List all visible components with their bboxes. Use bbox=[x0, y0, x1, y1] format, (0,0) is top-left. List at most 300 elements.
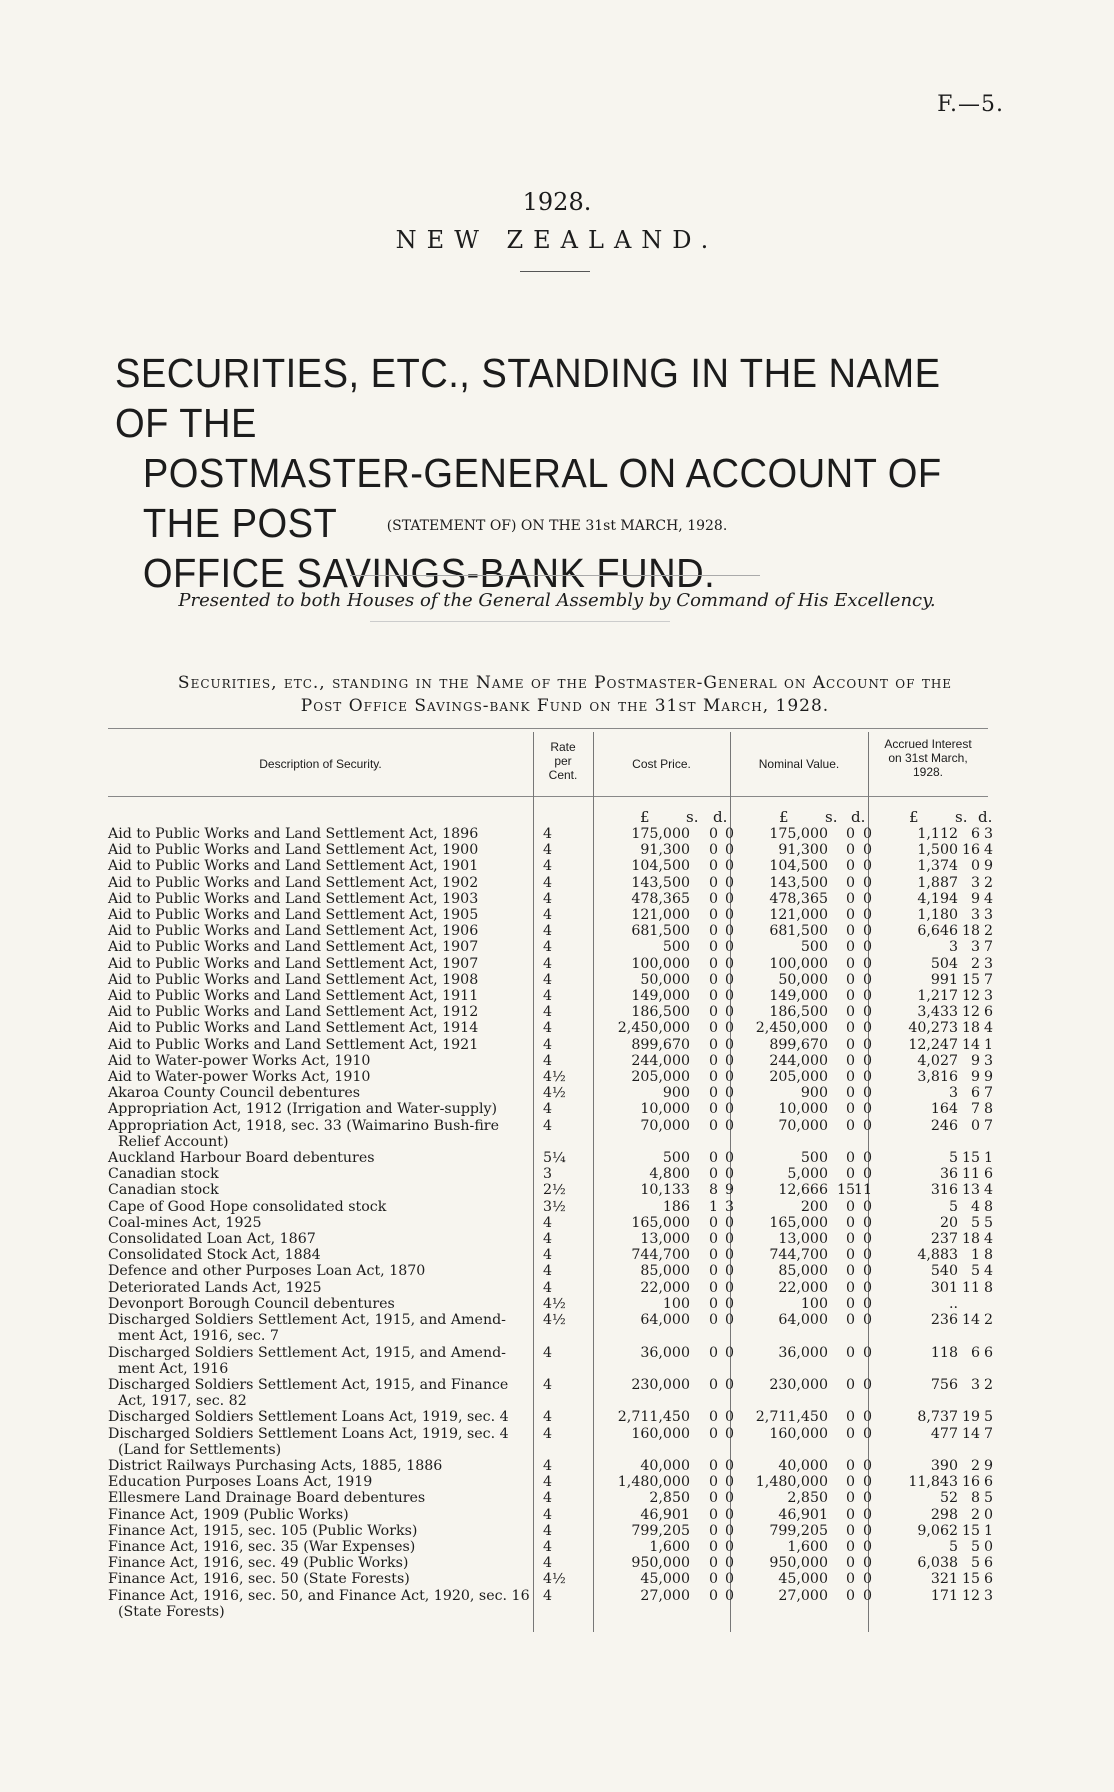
cost-shillings: 0 bbox=[708, 1085, 718, 1102]
interest-shillings: 18 bbox=[961, 1231, 980, 1248]
interest-pence: 6 bbox=[983, 1555, 993, 1572]
nominal-pence: 0 bbox=[862, 1069, 872, 1086]
nominal-shillings: 0 bbox=[845, 1263, 855, 1280]
interest-pence: 5 bbox=[983, 1490, 993, 1507]
cost-shillings: 0 bbox=[708, 858, 718, 875]
interest-pounds: 756 bbox=[930, 1376, 958, 1393]
nominal-pence: 0 bbox=[862, 874, 872, 891]
interest-pounds: 321 bbox=[930, 1571, 958, 1588]
interest-pounds: 52 bbox=[939, 1490, 958, 1507]
nominal-pounds: 2,850 bbox=[787, 1490, 828, 1507]
nominal-pounds: 2,711,450 bbox=[755, 1409, 828, 1426]
nominal-pence: 0 bbox=[862, 1279, 872, 1296]
cost-pence: 0 bbox=[724, 1231, 734, 1248]
header-rate-line: Cent. bbox=[548, 768, 578, 782]
interest-pence: 6 bbox=[983, 1474, 993, 1491]
nominal-shillings: 0 bbox=[845, 907, 855, 924]
nominal-pounds: 149,000 bbox=[769, 988, 828, 1005]
cost-shillings: 0 bbox=[708, 988, 718, 1005]
security-description: Finance Act, 1916, sec. 35 (War Expenses) bbox=[108, 1538, 416, 1555]
interest-pence: 7 bbox=[983, 1425, 993, 1442]
interest-pence: 4 bbox=[983, 1020, 993, 1037]
interest-pence: 0 bbox=[983, 1506, 993, 1523]
cost-shillings: 0 bbox=[708, 971, 718, 988]
interest-pence: 8 bbox=[983, 1101, 993, 1118]
interest-shillings: 7 bbox=[970, 1101, 980, 1118]
nominal-shillings: 0 bbox=[845, 1344, 855, 1361]
cost-shillings: 0 bbox=[708, 826, 718, 842]
table-row bbox=[108, 1571, 993, 1588]
nominal-pounds: 50,000 bbox=[778, 971, 828, 988]
interest-pounds: 1,112 bbox=[917, 826, 958, 842]
security-description: Aid to Public Works and Land Settlement Act, 1907 bbox=[108, 955, 479, 972]
cost-pence: 0 bbox=[724, 1150, 734, 1167]
interest-shillings: 14 bbox=[961, 1425, 980, 1442]
interest-pence: 7 bbox=[983, 939, 993, 956]
nominal-pounds: 104,500 bbox=[769, 858, 828, 875]
nominal-pounds: 5,000 bbox=[787, 1166, 828, 1183]
interest-shillings: 9 bbox=[970, 1052, 980, 1069]
cost-pounds: 143,500 bbox=[631, 874, 690, 891]
interest-shillings: 16 bbox=[961, 1474, 980, 1491]
nominal-pounds: 744,700 bbox=[769, 1247, 828, 1264]
cost-pence: 0 bbox=[724, 1295, 734, 1312]
nominal-pence: 0 bbox=[862, 1085, 872, 1102]
rate-per-cent: 4½ bbox=[543, 1571, 566, 1588]
interest-shillings: 5 bbox=[970, 1555, 980, 1572]
security-description: Defence and other Purposes Loan Act, 1870 bbox=[108, 1263, 426, 1280]
title-line-1: SECURITIES, ETC., STANDING IN THE NAME OF THE bbox=[115, 350, 941, 446]
cost-pence: 0 bbox=[724, 1036, 734, 1053]
interest-shillings: 11 bbox=[961, 1279, 980, 1296]
interest-shillings: 5 bbox=[970, 1263, 980, 1280]
rate-per-cent: 5¼ bbox=[543, 1150, 566, 1167]
security-description: Education Purposes Loans Act, 1919 bbox=[108, 1474, 373, 1491]
security-description: Aid to Public Works and Land Settlement Act, 1896 bbox=[108, 826, 479, 842]
security-description-continued: (Land for Settlements) bbox=[118, 1441, 282, 1458]
security-description-continued: Act, 1917, sec. 82 bbox=[118, 1393, 247, 1410]
table-row bbox=[108, 1490, 993, 1507]
nominal-shillings: 0 bbox=[845, 1522, 855, 1539]
table-row bbox=[108, 1474, 993, 1491]
table-row bbox=[108, 826, 993, 842]
table-row bbox=[108, 1425, 993, 1458]
interest-pence: 7 bbox=[983, 1085, 993, 1102]
cost-pence: 0 bbox=[724, 955, 734, 972]
unit-pence: d. bbox=[713, 808, 728, 826]
nominal-pence: 0 bbox=[862, 1506, 872, 1523]
security-description: Consolidated Loan Act, 1867 bbox=[108, 1231, 316, 1248]
interest-shillings: 0 bbox=[970, 858, 980, 875]
table-row bbox=[108, 1555, 993, 1572]
interest-pence: 3 bbox=[983, 826, 993, 842]
cost-pounds: 899,670 bbox=[631, 1036, 690, 1053]
cost-pounds: 2,850 bbox=[649, 1490, 690, 1507]
rate-per-cent: 4 bbox=[543, 1117, 553, 1134]
cost-shillings: 0 bbox=[708, 1069, 718, 1086]
security-description: Aid to Public Works and Land Settlement Act, 1911 bbox=[108, 988, 479, 1005]
rate-per-cent: 4 bbox=[543, 1036, 553, 1053]
table-row bbox=[108, 1522, 993, 1539]
rate-per-cent: 4 bbox=[543, 1247, 553, 1264]
cost-pounds: 186,500 bbox=[631, 1004, 690, 1021]
rate-per-cent: 4½ bbox=[543, 1295, 566, 1312]
security-description-continued: Relief Account) bbox=[118, 1133, 229, 1150]
cost-shillings: 0 bbox=[708, 1036, 718, 1053]
cost-pence: 0 bbox=[724, 1247, 734, 1264]
cost-pounds: 10,000 bbox=[640, 1101, 690, 1118]
cost-shillings: 0 bbox=[708, 1555, 718, 1572]
security-description-continued: ment Act, 1916, sec. 7 bbox=[118, 1328, 279, 1345]
interest-shillings: 14 bbox=[961, 1036, 980, 1053]
cost-pounds: 91,300 bbox=[640, 842, 690, 859]
cost-pounds: 186 bbox=[662, 1198, 690, 1215]
interest-pence: 9 bbox=[983, 1457, 993, 1474]
nominal-pence: 0 bbox=[862, 858, 872, 875]
interest-pence: 4 bbox=[983, 1263, 993, 1280]
rate-per-cent: 4 bbox=[543, 1538, 553, 1555]
security-description: Finance Act, 1915, sec. 105 (Public Works) bbox=[108, 1522, 418, 1539]
interest-pounds: 1,500 bbox=[917, 842, 958, 859]
cost-pounds: 160,000 bbox=[631, 1425, 690, 1442]
cost-pounds: 10,133 bbox=[640, 1182, 690, 1199]
cost-shillings: 0 bbox=[708, 939, 718, 956]
nominal-pence: 0 bbox=[862, 1376, 872, 1393]
cost-pence: 0 bbox=[724, 1425, 734, 1442]
cost-shillings: 0 bbox=[708, 1409, 718, 1426]
cost-pence: 0 bbox=[724, 923, 734, 940]
interest-pounds: 4,027 bbox=[917, 1052, 958, 1069]
interest-pence: 9 bbox=[983, 858, 993, 875]
nominal-shillings: 0 bbox=[845, 971, 855, 988]
nominal-shillings: 0 bbox=[845, 1490, 855, 1507]
nominal-pence: 0 bbox=[862, 1004, 872, 1021]
cost-pounds: 244,000 bbox=[631, 1052, 690, 1069]
nominal-shillings: 0 bbox=[845, 1020, 855, 1037]
cost-shillings: 0 bbox=[708, 1571, 718, 1588]
rate-per-cent: 4 bbox=[543, 1506, 553, 1523]
interest-shillings: 3 bbox=[970, 939, 980, 956]
cost-pence: 0 bbox=[724, 1312, 734, 1329]
nominal-shillings: 0 bbox=[845, 1587, 855, 1604]
table-row bbox=[108, 939, 993, 956]
security-description: Aid to Public Works and Land Settlement Act, 1907 bbox=[108, 939, 479, 956]
interest-pounds: 3,816 bbox=[917, 1069, 958, 1086]
nominal-pence: 0 bbox=[862, 1117, 872, 1134]
interest-pence: 2 bbox=[983, 874, 993, 891]
nominal-pounds: 45,000 bbox=[778, 1571, 828, 1588]
interest-pence: 3 bbox=[983, 955, 993, 972]
cost-shillings: 0 bbox=[708, 955, 718, 972]
interest-shillings: 1 bbox=[970, 1247, 980, 1264]
interest-pounds: 118 bbox=[930, 1344, 958, 1361]
interest-pounds: 540 bbox=[930, 1263, 958, 1280]
cost-pounds: 100,000 bbox=[631, 955, 690, 972]
rate-per-cent: 4½ bbox=[543, 1069, 566, 1086]
interest-pence: 2 bbox=[983, 1376, 993, 1393]
cost-pence: 0 bbox=[724, 842, 734, 859]
nominal-shillings: 15 bbox=[836, 1182, 855, 1199]
interest-shillings: 9 bbox=[970, 1069, 980, 1086]
nominal-pounds: 950,000 bbox=[769, 1555, 828, 1572]
interest-shillings: 15 bbox=[961, 1522, 980, 1539]
interest-pounds: 991 bbox=[930, 971, 958, 988]
rate-per-cent: 3½ bbox=[543, 1198, 566, 1215]
cost-pounds: 744,700 bbox=[631, 1247, 690, 1264]
document-year: 1928. bbox=[522, 188, 592, 216]
nominal-pounds: 175,000 bbox=[769, 826, 828, 842]
nominal-shillings: 0 bbox=[845, 1279, 855, 1296]
nominal-pounds: 143,500 bbox=[769, 874, 828, 891]
cost-pence: 0 bbox=[724, 907, 734, 924]
interest-shillings: 2 bbox=[970, 1506, 980, 1523]
interest-shillings: 3 bbox=[970, 1376, 980, 1393]
rate-per-cent: 4 bbox=[543, 988, 553, 1005]
nominal-pounds: 205,000 bbox=[769, 1069, 828, 1086]
unit-shilling: s. bbox=[686, 808, 699, 826]
security-description: Finance Act, 1916, sec. 50, and Finance Act, 1920, sec. 16 bbox=[108, 1587, 530, 1604]
table-row bbox=[108, 890, 993, 907]
table-row bbox=[108, 1538, 993, 1555]
security-description: Discharged Soldiers Settlement Act, 1915, and Amend- bbox=[108, 1344, 506, 1361]
security-description: Discharged Soldiers Settlement Act, 1915, and Finance bbox=[108, 1376, 509, 1393]
cost-pounds: 175,000 bbox=[631, 826, 690, 842]
nominal-shillings: 0 bbox=[845, 1231, 855, 1248]
security-description: Discharged Soldiers Settlement Loans Act, 1919, sec. 4 bbox=[108, 1409, 509, 1426]
nominal-shillings: 0 bbox=[845, 955, 855, 972]
security-description: Canadian stock bbox=[108, 1166, 219, 1183]
cost-pence: 0 bbox=[724, 1571, 734, 1588]
interest-pounds: 390 bbox=[930, 1457, 958, 1474]
nominal-pence: 0 bbox=[862, 1409, 872, 1426]
cost-pence: 0 bbox=[724, 858, 734, 875]
cost-pounds: 2,711,450 bbox=[617, 1409, 690, 1426]
cost-pounds: 799,205 bbox=[631, 1522, 690, 1539]
interest-pence: 7 bbox=[983, 1117, 993, 1134]
rate-per-cent: 4 bbox=[543, 1376, 553, 1393]
cost-pounds: 13,000 bbox=[640, 1231, 690, 1248]
nominal-pounds: 40,000 bbox=[778, 1457, 828, 1474]
cost-shillings: 0 bbox=[708, 1425, 718, 1442]
nominal-shillings: 0 bbox=[845, 988, 855, 1005]
cost-shillings: 0 bbox=[708, 1150, 718, 1167]
security-description-continued: ment Act, 1916 bbox=[118, 1360, 229, 1377]
interest-pence: 6 bbox=[983, 1004, 993, 1021]
page-identifier: F.—5. bbox=[937, 92, 1004, 117]
cost-pence: 0 bbox=[724, 1279, 734, 1296]
unit-pound: £ bbox=[640, 808, 650, 826]
nominal-shillings: 0 bbox=[845, 1295, 855, 1312]
nominal-shillings: 0 bbox=[845, 1150, 855, 1167]
table-row bbox=[108, 1117, 993, 1150]
cost-shillings: 0 bbox=[708, 1376, 718, 1393]
interest-shillings: 8 bbox=[970, 1490, 980, 1507]
rate-per-cent: 4 bbox=[543, 858, 553, 875]
unit-pound: £ bbox=[779, 808, 789, 826]
cost-shillings: 0 bbox=[708, 1295, 718, 1312]
title-line-2: POSTMASTER-GENERAL ON ACCOUNT OF THE POST bbox=[142, 450, 942, 546]
divider bbox=[350, 575, 760, 576]
rate-per-cent: 4 bbox=[543, 1101, 553, 1118]
security-description: Aid to Public Works and Land Settlement Act, 1906 bbox=[108, 923, 479, 940]
interest-pounds: 171 bbox=[930, 1587, 958, 1604]
interest-pounds: 316 bbox=[930, 1182, 958, 1199]
table-row bbox=[108, 1231, 993, 1248]
cost-shillings: 0 bbox=[708, 1506, 718, 1523]
security-description: District Railways Purchasing Acts, 1885, 1886 bbox=[108, 1457, 443, 1474]
cost-pounds: 45,000 bbox=[640, 1571, 690, 1588]
header-rate-line: Rate bbox=[550, 740, 576, 754]
table-row bbox=[108, 874, 993, 891]
table-row bbox=[108, 842, 993, 859]
table-row bbox=[108, 1409, 993, 1426]
cost-pounds: 1,480,000 bbox=[617, 1474, 690, 1491]
interest-pounds: 301 bbox=[930, 1279, 958, 1296]
nominal-shillings: 0 bbox=[845, 1425, 855, 1442]
nominal-shillings: 0 bbox=[845, 1555, 855, 1572]
interest-pence: 9 bbox=[983, 1069, 993, 1086]
table-row bbox=[108, 1101, 993, 1118]
nominal-pounds: 2,450,000 bbox=[755, 1020, 828, 1037]
interest-shillings: 12 bbox=[961, 1004, 980, 1021]
rate-per-cent: 4 bbox=[543, 1555, 553, 1572]
cost-pence: 0 bbox=[724, 1538, 734, 1555]
cost-pence: 0 bbox=[724, 1474, 734, 1491]
unit-shilling: s. bbox=[955, 808, 968, 826]
cost-pounds: 500 bbox=[662, 1150, 690, 1167]
nominal-shillings: 0 bbox=[845, 1052, 855, 1069]
interest-pounds: 8,737 bbox=[917, 1409, 958, 1426]
rate-per-cent: 4 bbox=[543, 907, 553, 924]
cost-shillings: 0 bbox=[708, 1004, 718, 1021]
security-description: Aid to Public Works and Land Settlement Act, 1901 bbox=[108, 858, 479, 875]
rate-per-cent: 4½ bbox=[543, 1312, 566, 1329]
security-description: Appropriation Act, 1912 (Irrigation and Water-supply) bbox=[108, 1101, 498, 1118]
cost-shillings: 0 bbox=[708, 1117, 718, 1134]
table-row bbox=[108, 955, 993, 972]
cost-shillings: 0 bbox=[708, 1020, 718, 1037]
nominal-shillings: 0 bbox=[845, 1214, 855, 1231]
nominal-shillings: 0 bbox=[845, 923, 855, 940]
cost-pounds: 149,000 bbox=[631, 988, 690, 1005]
header-accrued-line: on 31st March, bbox=[888, 751, 968, 765]
cost-pounds: 2,450,000 bbox=[617, 1020, 690, 1037]
cost-pounds: 50,000 bbox=[640, 971, 690, 988]
nominal-pence: 0 bbox=[862, 923, 872, 940]
security-description: Aid to Public Works and Land Settlement Act, 1905 bbox=[108, 907, 479, 924]
cost-shillings: 0 bbox=[708, 1587, 718, 1604]
interest-pence: 2 bbox=[983, 923, 993, 940]
interest-pounds: 1,887 bbox=[917, 874, 958, 891]
nominal-pounds: 12,666 bbox=[778, 1182, 828, 1199]
cost-pence: 0 bbox=[724, 1344, 734, 1361]
interest-pounds: 20 bbox=[939, 1214, 958, 1231]
nominal-pounds: 160,000 bbox=[769, 1425, 828, 1442]
cost-pence: 0 bbox=[724, 1085, 734, 1102]
interest-pounds: 3,433 bbox=[917, 1004, 958, 1021]
nominal-pounds: 91,300 bbox=[778, 842, 828, 859]
nominal-pence: 0 bbox=[862, 907, 872, 924]
rate-per-cent: 4 bbox=[543, 1457, 553, 1474]
header-accrued bbox=[868, 737, 988, 779]
nominal-shillings: 0 bbox=[845, 1069, 855, 1086]
rate-per-cent: 4 bbox=[543, 1214, 553, 1231]
table-row bbox=[108, 1085, 993, 1102]
cost-pounds: 40,000 bbox=[640, 1457, 690, 1474]
security-description: Discharged Soldiers Settlement Loans Act, 1919, sec. 4 bbox=[108, 1425, 509, 1442]
nominal-pence: 0 bbox=[862, 1263, 872, 1280]
interest-shillings: 18 bbox=[961, 1020, 980, 1037]
rate-per-cent: 4 bbox=[543, 939, 553, 956]
table-row bbox=[108, 1279, 993, 1296]
interest-shillings: 4 bbox=[970, 1198, 980, 1215]
table-row bbox=[108, 1214, 993, 1231]
rate-per-cent: 2½ bbox=[543, 1182, 566, 1199]
rate-per-cent: 4 bbox=[543, 890, 553, 907]
cost-pounds: 500 bbox=[662, 939, 690, 956]
interest-pence: 7 bbox=[983, 971, 993, 988]
nominal-shillings: 0 bbox=[845, 1247, 855, 1264]
statement-subtitle: (STATEMENT OF) ON THE 31st MARCH, 1928. bbox=[386, 518, 728, 534]
nominal-pounds: 10,000 bbox=[778, 1101, 828, 1118]
rate-per-cent: 4 bbox=[543, 1052, 553, 1069]
nominal-pence: 0 bbox=[862, 842, 872, 859]
interest-pence: 4 bbox=[983, 890, 993, 907]
cost-pounds: 46,901 bbox=[640, 1506, 690, 1523]
table-header-rule bbox=[108, 796, 988, 797]
interest-pence: 6 bbox=[983, 1344, 993, 1361]
nominal-shillings: 0 bbox=[845, 1117, 855, 1134]
table-heading-line-1: Securities, etc., standing in the Name of the Postmaster-General on Account of the bbox=[177, 673, 953, 693]
security-description: Aid to Public Works and Land Settlement Act, 1903 bbox=[108, 890, 479, 907]
rate-per-cent: 4 bbox=[543, 1490, 553, 1507]
nominal-pence: 0 bbox=[862, 1101, 872, 1118]
table-row bbox=[108, 971, 993, 988]
interest-shillings: 19 bbox=[961, 1409, 980, 1426]
interest-pence: 8 bbox=[983, 1247, 993, 1264]
header-nominal: Nominal Value. bbox=[758, 757, 840, 771]
rate-per-cent: 4 bbox=[543, 1344, 553, 1361]
interest-pence: 1 bbox=[983, 1522, 993, 1539]
table-header bbox=[108, 735, 988, 795]
table-row bbox=[108, 1312, 993, 1345]
nominal-pence: 0 bbox=[862, 1214, 872, 1231]
rate-per-cent: 4 bbox=[543, 1474, 553, 1491]
nominal-pence: 0 bbox=[862, 826, 872, 842]
nominal-pounds: 36,000 bbox=[778, 1344, 828, 1361]
rate-per-cent: 4 bbox=[543, 1425, 553, 1442]
nominal-pence: 0 bbox=[862, 1474, 872, 1491]
nominal-pounds: 900 bbox=[800, 1085, 828, 1102]
interest-pounds: 5 bbox=[948, 1538, 958, 1555]
interest-pounds: 298 bbox=[930, 1506, 958, 1523]
table-row bbox=[108, 1587, 993, 1620]
interest-pence: 3 bbox=[983, 1587, 993, 1604]
interest-shillings: 15 bbox=[961, 1150, 980, 1167]
nominal-pence: 0 bbox=[862, 1490, 872, 1507]
cost-pounds: 100 bbox=[662, 1295, 690, 1312]
unit-pound: £ bbox=[909, 808, 919, 826]
cost-shillings: 0 bbox=[708, 1052, 718, 1069]
rate-per-cent: 4 bbox=[543, 1263, 553, 1280]
nominal-shillings: 0 bbox=[845, 1101, 855, 1118]
table-row bbox=[108, 1069, 993, 1086]
nominal-pence: 0 bbox=[862, 1166, 872, 1183]
interest-pence: 4 bbox=[983, 842, 993, 859]
interest-pence: 2 bbox=[983, 1312, 993, 1329]
interest-pence: 6 bbox=[983, 1166, 993, 1183]
cost-pence: 0 bbox=[724, 1004, 734, 1021]
